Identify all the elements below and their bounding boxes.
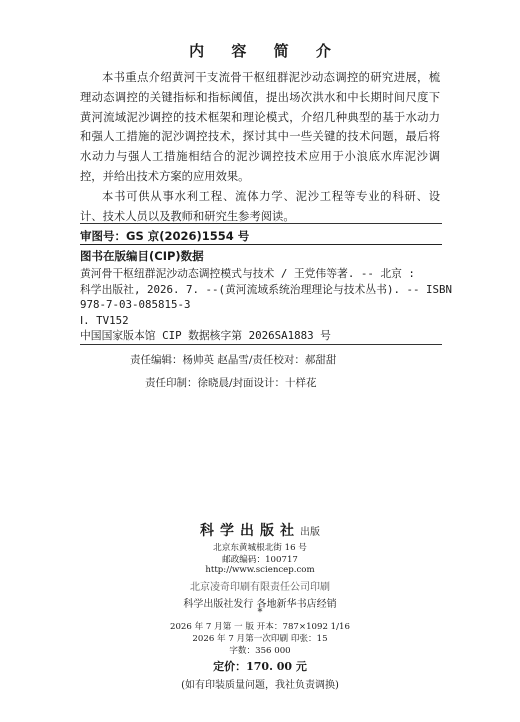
cip-line: 中国国家版本馆 CIP 数据核字第 2026SA1883 号 [80, 329, 331, 343]
divider [80, 244, 442, 245]
word-count: 字数：356 000 [229, 646, 291, 656]
cip-heading: 图书在版编目(CIP)数据 [80, 249, 204, 263]
editor-line-1: 责任编辑：杨帅英 赵晶雪/责任校对：郝甜甜 [130, 354, 337, 366]
cip-data-block [80, 266, 452, 344]
cip-line: Ⅰ. TV152 [80, 313, 129, 327]
page-title: 内 容 简 介 [189, 42, 342, 60]
cip-line: 科学出版社, 2026. 7. --(黄河流域系统治理理论与技术丛书). -- ISBN [80, 282, 452, 296]
star-separator: * [257, 607, 263, 618]
printing-line: 2026 年 7 月第一次印刷 印张：15 [192, 634, 328, 644]
divider [80, 223, 442, 224]
publisher-address: 北京东黄城根北街 16 号 [213, 543, 307, 553]
content-summary [80, 68, 440, 226]
price: 定价：170. 00 元 [213, 660, 307, 673]
publisher-url: http://www.sciencep.com [205, 565, 315, 575]
quality-note: (如有印装质量问题，我社负责调换) [181, 680, 339, 691]
publisher-logo-line [0, 520, 520, 540]
cip-line: 978-7-03-085815-3 [80, 298, 191, 312]
printer-name: 北京凌奇印刷有限责任公司印刷 [190, 582, 330, 593]
summary-paragraph-2: 本书可供从事水利工程、流体力学、泥沙工程等专业的科研、设计、技术人员以及教师和研究生参考阅读。 [80, 189, 440, 223]
publisher-postcode: 邮政编码：100717 [222, 555, 298, 565]
publisher-logo-suffix: 出版 [300, 527, 320, 538]
summary-paragraph-1: 本书重点介绍黄河干支流骨干枢纽群泥沙动态调控的研究进展，梳理动态调控的关键指标和指标阈值，提出场次洪水和中长期时间尺度下黄河流域泥沙调控的技术框架和理论模式，介绍几种典型的基于水动力和强人工措施的泥沙调控技术，探讨其中一些关键的技术问题，最后将水动力与强人工措施相结合的泥沙调控技术应用于小浪底水库泥沙调控，并给出技术方案的应用效果。 [80, 71, 440, 183]
distribution-line: 科学出版社发行 各地新华书店经销 [183, 599, 337, 610]
editor-line-2: 责任印制：徐晓晨/封面设计：十样花 [145, 377, 317, 389]
edition-line: 2026 年 7 月第 一 版 开本：787×1092 1/16 [170, 622, 350, 632]
map-review-number: 审图号：GS 京(2026)1554 号 [80, 229, 250, 243]
divider [80, 344, 442, 345]
cip-line: 黄河骨干枢纽群泥沙动态调控模式与技术 / 王党伟等著. -- 北京 : [80, 267, 415, 280]
publisher-logo: 科学出版社 [200, 523, 300, 539]
